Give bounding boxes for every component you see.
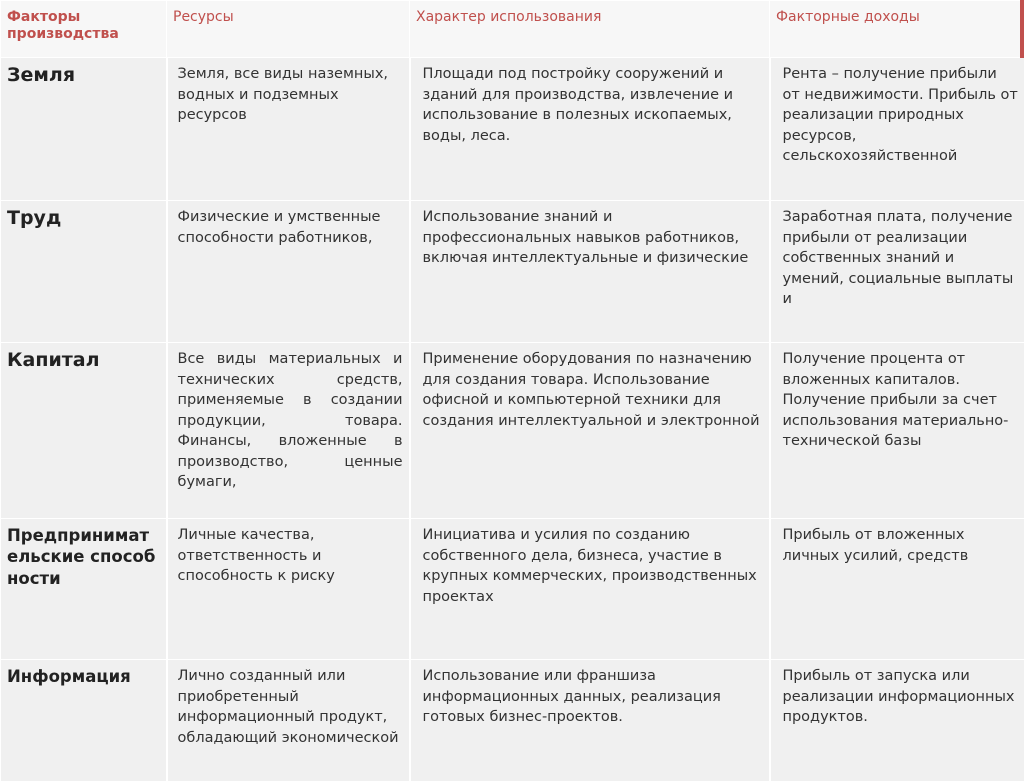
factor-cell: Капитал	[1, 343, 167, 519]
factor-cell: Труд	[1, 201, 167, 343]
header-resources: Ресурсы	[167, 1, 410, 58]
income-cell: Рента – получение прибыли от недвижимости. Прибыль от реализации природных ресурсов, сельскохозяйственной	[770, 58, 1024, 201]
red-accent-bar	[1020, 0, 1024, 58]
header-income: Факторные доходы	[770, 1, 1024, 58]
header-usage: Характер использования	[410, 1, 770, 58]
table-row	[1, 660, 1024, 782]
usage-cell: Использование знаний и профессиональных навыков работников, включая интеллектуальные и физические	[410, 201, 770, 343]
table-row	[1, 519, 1024, 660]
income-cell: Прибыль от запуска или реализации информационных продуктов.	[770, 660, 1024, 782]
factor-cell: Предпринимательские способности	[1, 519, 167, 660]
usage-cell: Площади под постройку сооружений и зданий для производства, извлечение и использование в полезных ископаемых, воды, леса.	[410, 58, 770, 201]
factor-cell: Информация	[1, 660, 167, 782]
resources-cell: Личные качества, ответственность и способность к риску	[167, 519, 410, 660]
income-cell: Получение процента от вложенных капиталов. Получение прибыли за счет использования материально-технической базы	[770, 343, 1024, 519]
resources-cell: Лично созданный или приобретенный информационный продукт, обладающий экономической	[167, 660, 410, 782]
factor-cell: Земля	[1, 58, 167, 201]
resources-cell: Физические и умственные способности работников,	[167, 201, 410, 343]
table-row	[1, 201, 1024, 343]
usage-cell: Использование или франшиза информационных данных, реализация готовых бизнес-проектов.	[410, 660, 770, 782]
table-row	[1, 343, 1024, 519]
resources-cell: Все виды материальных и технических средств, применяемые в создании продукции, товара. Финансы, вложенные в производство, ценные бумаги,	[167, 343, 410, 519]
usage-cell: Применение оборудования по назначению для создания товара. Использование офисной и компьютерной техники для создания интеллектуальной и электронной	[410, 343, 770, 519]
usage-cell: Инициатива и усилия по созданию собственного дела, бизнеса, участие в крупных коммерческих, производственных проектах	[410, 519, 770, 660]
income-cell: Прибыль от вложенных личных усилий, средств	[770, 519, 1024, 660]
income-cell: Заработная плата, получение прибыли от реализации собственных знаний и умений, социальные выплаты и	[770, 201, 1024, 343]
header-factors: Факторы производства	[1, 1, 167, 58]
resources-cell: Земля, все виды наземных, водных и подземных ресурсов	[167, 58, 410, 201]
table-row	[1, 58, 1024, 201]
table-header-row	[1, 1, 1024, 58]
